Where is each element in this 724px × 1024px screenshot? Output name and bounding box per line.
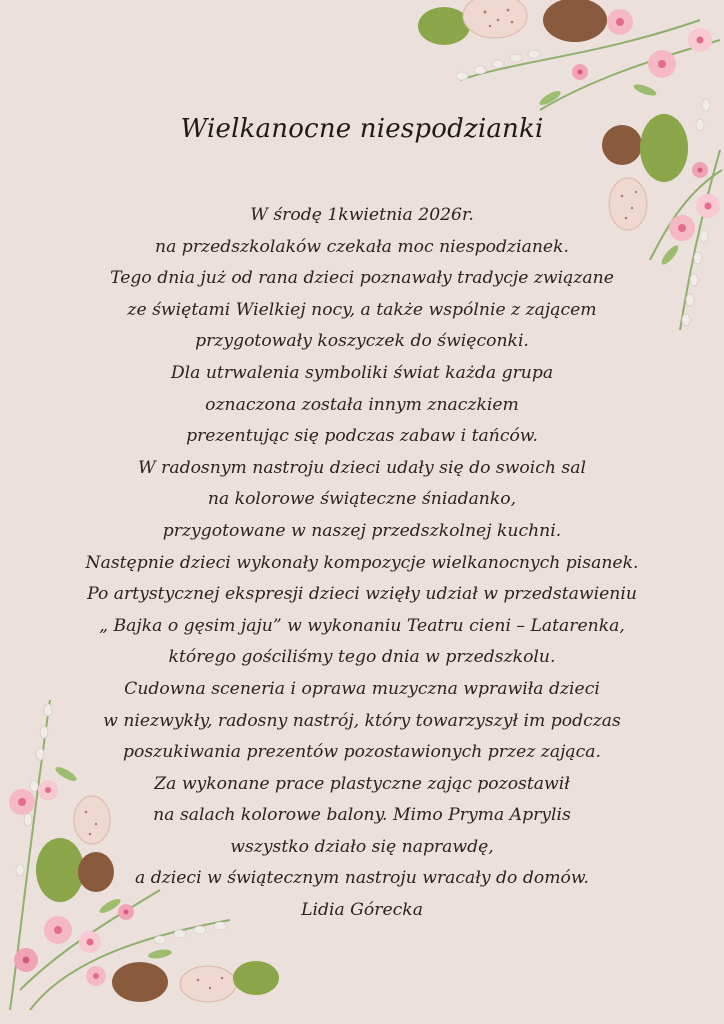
body-line: W środę 1kwietnia 2026r. [250, 205, 474, 225]
body-line: na kolorowe świąteczne śniadanko, [207, 489, 517, 510]
green-egg-icon [36, 838, 84, 902]
body-line: Za wykonane prace plastyczne zając pozostawił [154, 773, 570, 794]
egg-speckles [85, 811, 224, 989]
body-line: a dzieci w świątecznym nastroju wracały do domów. [135, 868, 589, 889]
body-line: przygotowane w naszej przedszkolnej kuchni. [162, 520, 562, 541]
speckled-egg-icon [463, 0, 527, 38]
body-line: wszystko działo się naprawdę, [230, 836, 494, 857]
green-egg-icon [418, 7, 470, 45]
body-line: na przedszkolaków czekała moc niespodzianek. [155, 236, 569, 257]
body-line: „ Bajka o gęsim jaju” w wykonaniu Teatru cieni – Latarenka, [99, 615, 625, 636]
speckled-egg-icon [74, 796, 110, 844]
body-line: którego gościliśmy tego dnia w przedszkolu. [168, 647, 556, 668]
author-signature: Lidia Górecka [301, 900, 423, 921]
body-line: Następnie dzieci wykonały kompozycje wielkanocnych pisanek. [85, 552, 639, 573]
speckled-egg-icon [180, 966, 236, 1002]
body-line: Po artystycznej ekspresji dzieci wzięły udział w przedstawieniu [87, 584, 637, 605]
body-line: poszukiwania prezentów pozostawionych przez zająca. [123, 742, 601, 763]
body-line: Tego dnia już od rana dzieci poznawały tradycje związane [110, 268, 614, 289]
body-line: prezentując się podczas zabaw i tańców. [186, 426, 538, 447]
body-line: W radosnym nastroju dzieci udały się do swoich sal [137, 457, 587, 478]
page-title: Wielkanocne niespodzianki [180, 114, 544, 144]
body-line: ze świętami Wielkiej nocy, a także wspólnie z zającem [127, 299, 597, 320]
body-line: na salach kolorowe balony. Mimo Pryma Aprylis [153, 805, 571, 826]
body-line: przygotowały koszyczek do święconki. [195, 331, 529, 352]
body-line: w niezwykły, radosny nastrój, który towarzyszył im podczas [103, 710, 621, 731]
body-line: Dla utrwalenia symboliki świat każda grupa [170, 362, 554, 383]
brown-egg-icon [543, 0, 607, 42]
bottom-left-easter-decoration [0, 690, 290, 1024]
green-egg-icon [233, 961, 279, 995]
brown-egg-icon [112, 962, 168, 1002]
body-line: Cudowna sceneria i oprawa muzyczna wprawiła dzieci [124, 678, 600, 699]
body-line: oznaczona została innym znaczkiem [205, 394, 519, 415]
brown-egg-icon [78, 852, 114, 892]
